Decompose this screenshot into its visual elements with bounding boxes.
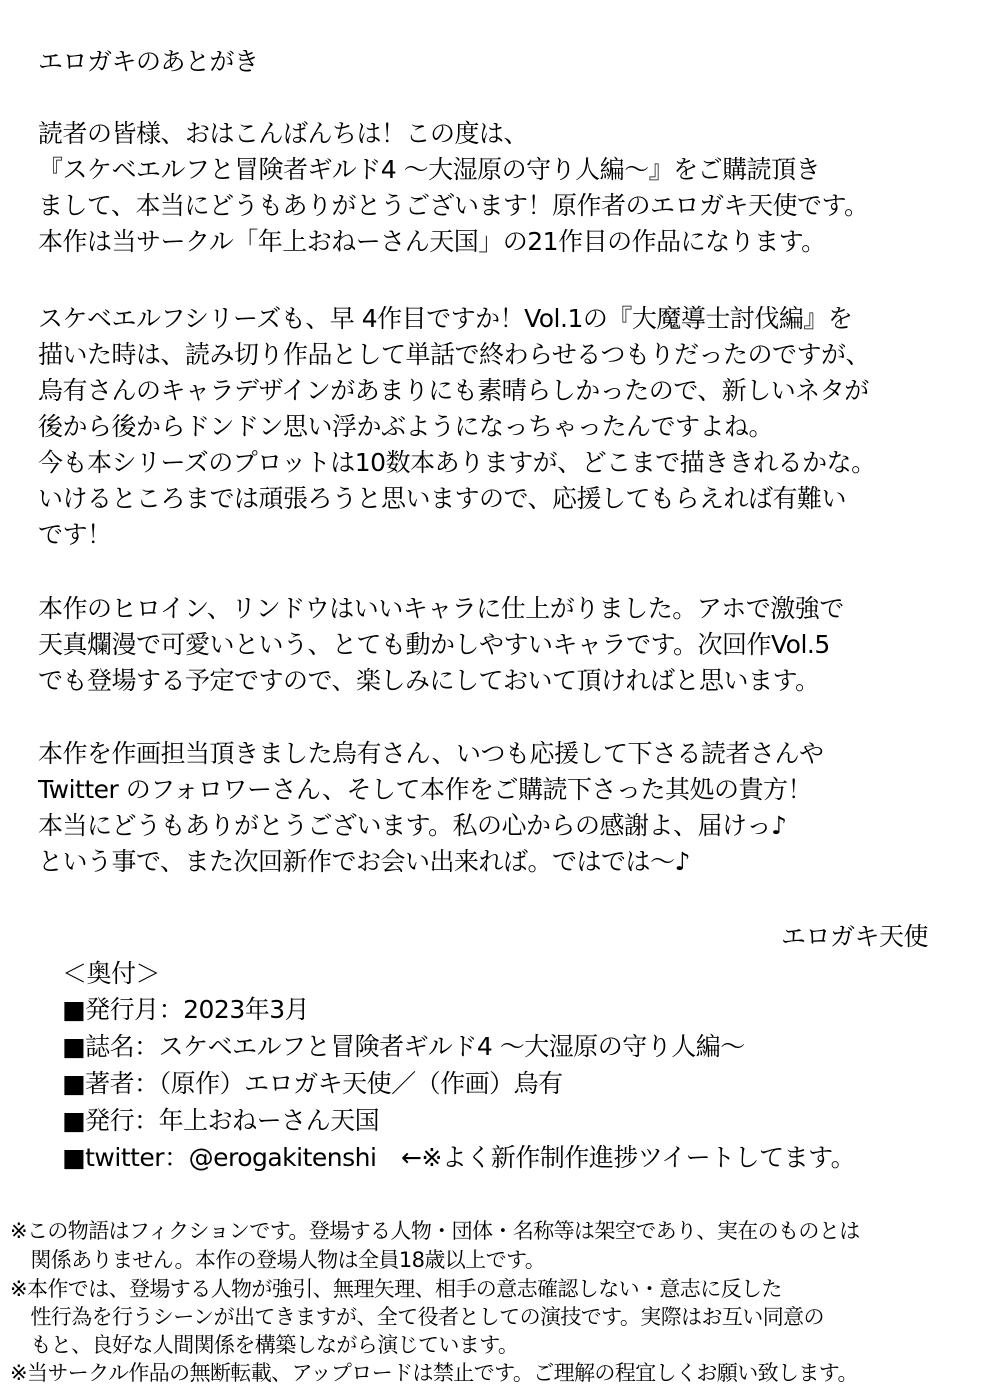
- notice-line-1: ※この物語はフィクションです。登場する人物・団体・名称等は架空であり、実在のものとは: [10, 1219, 860, 1243]
- author-signature: エロガキ天使: [781, 922, 929, 951]
- colophon-publisher: ■発行：年上おねーさん天国: [62, 1106, 380, 1135]
- paragraph-1-line-3: まして、本当にどうもありがとうございます！原作者のエロガキ天使です。: [38, 191, 869, 220]
- paragraph-4-line-4: という事で、また次回新作でお会い出来れば。ではでは～♪: [38, 847, 690, 876]
- notice-line-4: 性行為を行うシーンが出てきますが、全て役者としての演技です。実際はお互い同意の: [10, 1305, 824, 1329]
- paragraph-2-line-7: です！: [38, 520, 112, 549]
- paragraph-3-line-2: 天真爛漫で可愛いという、とても動かしやすいキャラです。次回作Vol.5: [38, 630, 830, 659]
- paragraph-2-line-2: 描いた時は、読み切り作品として単話で終わらせるつもりだったのですが、: [38, 340, 871, 369]
- notice-line-3: ※本作では、登場する人物が強引、無理矢理、相手の意志確認しない・意志に反した: [10, 1277, 782, 1301]
- paragraph-4-line-3: 本当にどうもありがとうございます。私の心からの感謝よ、届けっ♪: [38, 811, 787, 840]
- paragraph-1-line-4: 本作は当サークル「年上おねーさん天国」の21作目の作品になります。: [38, 227, 826, 256]
- colophon-heading: ＜奥付＞: [62, 959, 161, 988]
- paragraph-2-line-5: 今も本シリーズのプロットは10数本ありますが、どこまで描ききれるかな。: [38, 448, 876, 477]
- colophon-publish-date: ■発行月：2023年3月: [62, 995, 310, 1024]
- paragraph-2-line-4: 後から後からドンドン思い浮かぶようになっちゃったんですよね。: [38, 412, 774, 441]
- paragraph-1-line-1: 読者の皆様、おはこんばんちは！この度は、: [38, 119, 529, 148]
- paragraph-4-line-1: 本作を作画担当頂きました烏有さん、いつも応援して下さる読者さんや: [38, 739, 824, 768]
- colophon-author: ■著者：（原作）エロガキ天使／（作画）烏有: [62, 1069, 563, 1098]
- paragraph-3-line-1: 本作のヒロイン、リンドウはいいキャラに仕上がりました。アホで激強で: [38, 594, 844, 623]
- afterword-title: エロガキのあとがき: [38, 47, 259, 76]
- notice-line-6: ※当サークル作品の無断転載、アップロードは禁止です。ご理解の程宜しくお願い致します。: [10, 1361, 858, 1385]
- notice-line-5: もと、良好な人間関係を構築しながら演じています。: [10, 1333, 519, 1357]
- paragraph-1-line-2: 『スケベエルフと冒険者ギルド4 ～大湿原の守り人編～』をご購読頂き: [38, 155, 821, 184]
- paragraph-2-line-3: 烏有さんのキャラデザインがあまりにも素晴らしかったので、新しいネタが: [38, 376, 869, 405]
- notice-line-2: 関係ありません。本作の登場人物は全員18歳以上です。: [10, 1248, 546, 1272]
- paragraph-3-line-3: でも登場する予定ですので、楽しみにしておいて頂ければと思います。: [38, 666, 820, 695]
- paragraph-2-line-6: いけるところまでは頑張ろうと思いますので、応援してもらえれば有難い: [38, 484, 847, 513]
- colophon-twitter: ■twitter：@erogakitenshi ←※よく新作制作進捗ツイートしてます。: [62, 1143, 856, 1172]
- colophon-title: ■誌名：スケベエルフと冒険者ギルド4 ～大湿原の守り人編～: [62, 1032, 745, 1061]
- paragraph-4-line-2: Twitter のフォロワーさん、そして本作をご購読下さった其処の貴方！: [38, 775, 812, 804]
- paragraph-2-line-1: スケベエルフシリーズも、早 4作目ですか！Vol.1の『大魔導士討伐編』を: [38, 304, 853, 333]
